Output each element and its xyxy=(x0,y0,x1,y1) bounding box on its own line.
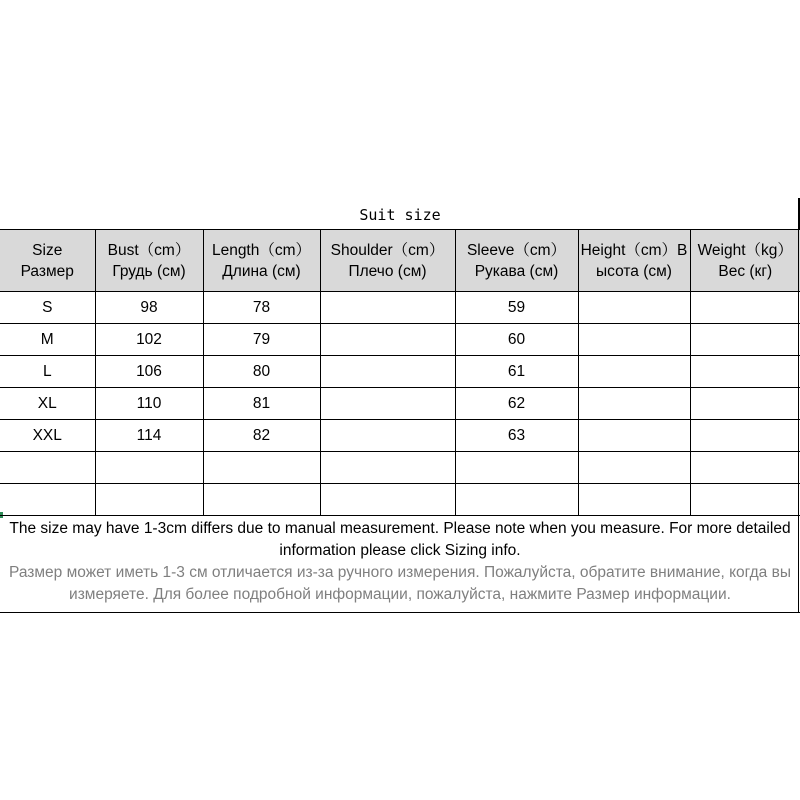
cell-sleeve: 62 xyxy=(455,388,578,420)
cell-sleeve: 59 xyxy=(455,292,578,324)
cell-weight xyxy=(690,420,800,452)
table-row xyxy=(0,356,800,388)
table-right-border xyxy=(798,198,799,613)
cell-bust: 106 xyxy=(95,356,203,388)
header-size-ru: Размер xyxy=(20,262,74,280)
cell-weight xyxy=(690,324,800,356)
header-weight xyxy=(690,230,800,292)
header-weight-en: Weight（kg） xyxy=(697,241,793,259)
header-row xyxy=(0,230,800,292)
note-russian: Размер может иметь 1-3 см отличается из-за ручного измерения. Пожалуйста, обратите внимание, когда вы измеряете. Для более подробной информации, пожалуйста, нажмите Размер информации. xyxy=(9,564,791,603)
cell-shoulder xyxy=(320,452,455,484)
header-bust-en: Bust（cm） xyxy=(107,241,191,259)
header-bust-ru: Грудь (см) xyxy=(112,262,186,280)
header-size-en: Size xyxy=(32,241,63,259)
cell-weight xyxy=(690,452,800,484)
cell-length: 80 xyxy=(203,356,320,388)
header-shoulder xyxy=(320,230,455,292)
cell-length: 79 xyxy=(203,324,320,356)
table-row-empty xyxy=(0,452,800,484)
table-row xyxy=(0,420,800,452)
table-row xyxy=(0,324,800,356)
cell-size xyxy=(0,484,95,516)
cell-shoulder xyxy=(320,356,455,388)
cell-height xyxy=(578,356,690,388)
cell-size xyxy=(0,452,95,484)
cell-bust: 98 xyxy=(95,292,203,324)
cell-shoulder xyxy=(320,484,455,516)
size-table xyxy=(0,229,800,516)
cell-length: 82 xyxy=(203,420,320,452)
header-shoulder-en: Shoulder（cm） xyxy=(330,241,445,259)
header-sleeve-en: Sleeve（cm） xyxy=(466,241,567,259)
cell-height xyxy=(578,484,690,516)
cell-weight xyxy=(690,356,800,388)
cell-bust xyxy=(95,484,203,516)
table-row xyxy=(0,388,800,420)
cell-weight xyxy=(690,484,800,516)
cell-bust: 114 xyxy=(95,420,203,452)
cell-bust xyxy=(95,452,203,484)
cell-height xyxy=(578,324,690,356)
header-length xyxy=(203,230,320,292)
cell-bust: 102 xyxy=(95,324,203,356)
header-height-ru: ысота (см) xyxy=(596,262,672,280)
cell-shoulder xyxy=(320,420,455,452)
cell-length xyxy=(203,452,320,484)
cell-sleeve xyxy=(455,452,578,484)
cell-shoulder xyxy=(320,388,455,420)
cell-sleeve: 60 xyxy=(455,324,578,356)
cell-bust: 110 xyxy=(95,388,203,420)
header-size xyxy=(0,230,95,292)
cell-length: 78 xyxy=(203,292,320,324)
cell-height xyxy=(578,452,690,484)
header-sleeve-ru: Рукава (см) xyxy=(474,262,559,280)
cell-size: S xyxy=(0,292,95,324)
header-height xyxy=(578,230,690,292)
cell-shoulder xyxy=(320,324,455,356)
cell-height xyxy=(578,292,690,324)
cell-shoulder xyxy=(320,292,455,324)
measurement-notes xyxy=(0,515,800,613)
cell-length xyxy=(203,484,320,516)
header-sleeve xyxy=(455,230,578,292)
header-shoulder-ru: Плечо (см) xyxy=(348,262,427,280)
cell-height xyxy=(578,420,690,452)
cell-sleeve: 61 xyxy=(455,356,578,388)
cell-size: L xyxy=(0,356,95,388)
table-caption: Suit size xyxy=(359,206,441,224)
header-weight-ru: Вес (кг) xyxy=(718,262,773,280)
cell-length: 81 xyxy=(203,388,320,420)
cell-sleeve: 63 xyxy=(455,420,578,452)
header-length-ru: Длина (см) xyxy=(222,262,301,280)
cell-weight xyxy=(690,292,800,324)
cell-size: XL xyxy=(0,388,95,420)
cell-size: M xyxy=(0,324,95,356)
table-row xyxy=(0,292,800,324)
cell-height xyxy=(578,388,690,420)
header-bust xyxy=(95,230,203,292)
note-english: The size may have 1-3cm differs due to manual measurement. Please note when you measure. For more detailed information please click Sizing info. xyxy=(9,520,791,559)
cell-sleeve xyxy=(455,484,578,516)
header-length-en: Length（cm） xyxy=(211,241,312,259)
table-row-empty xyxy=(0,484,800,516)
cell-size: XXL xyxy=(0,420,95,452)
header-height-en: Height（cm）В xyxy=(580,241,688,259)
cell-weight xyxy=(690,388,800,420)
